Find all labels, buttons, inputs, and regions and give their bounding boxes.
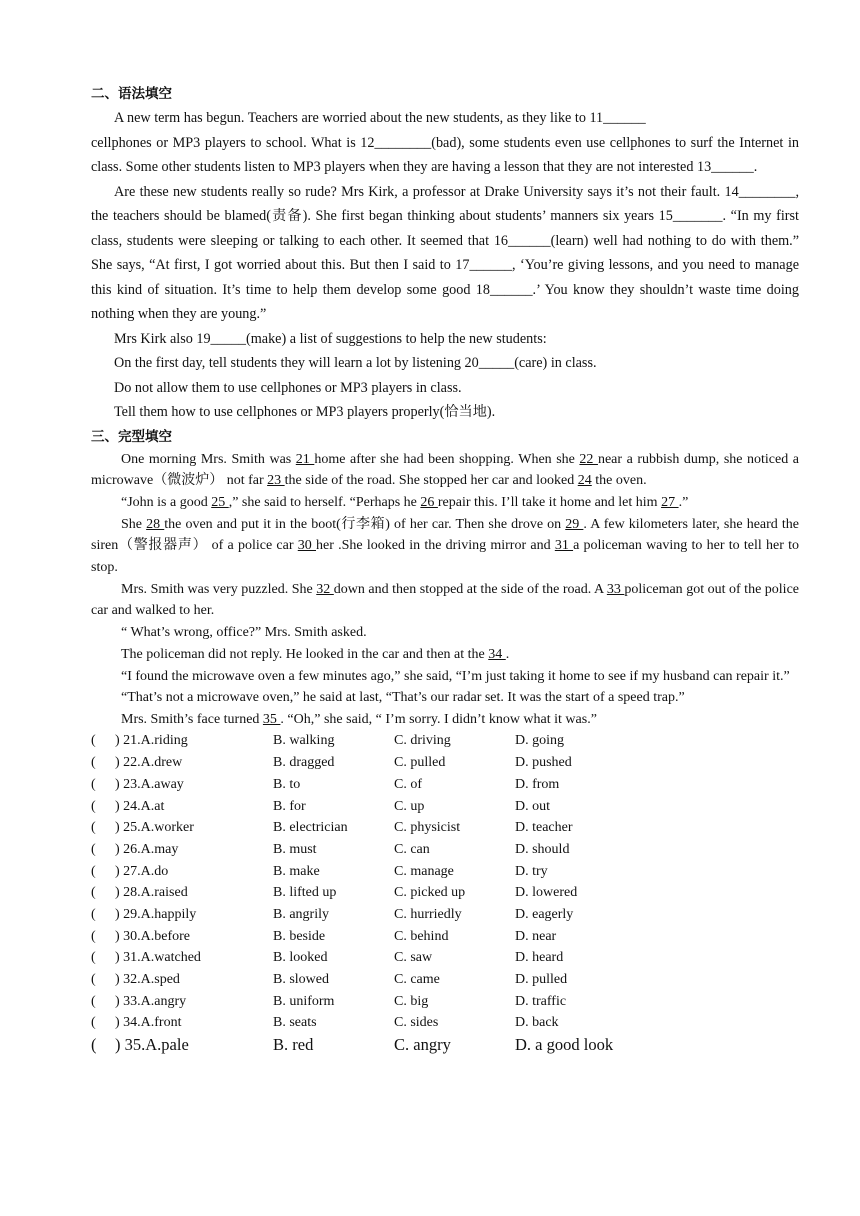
answer-paren[interactable]: ( xyxy=(91,863,96,879)
option-d: D. eagerly xyxy=(515,906,574,922)
blank-30: 30 xyxy=(297,538,316,554)
option-b: B. electrician xyxy=(273,820,348,836)
answer-slot xyxy=(91,904,273,926)
cloze-paragraph: “I found the microwave oven a few minutes ago,” she said, “I’m just taking it home to see if my husband can repair it.” xyxy=(121,668,790,684)
answer-slot xyxy=(91,839,273,861)
answer-paren[interactable]: ( xyxy=(91,776,96,792)
answer-slot xyxy=(91,882,273,904)
cloze-text: One morning Mrs. Smith was xyxy=(121,451,296,467)
option-row xyxy=(91,882,675,904)
option-a: ) 25.A.worker xyxy=(115,820,194,836)
cloze-text: down and then stopped at the side of the road. A xyxy=(333,581,607,597)
answer-slot xyxy=(91,731,273,753)
option-d: D. pushed xyxy=(515,755,572,771)
cloze-text: policeman got out of the police car and walked to her. xyxy=(91,581,799,619)
option-c: C. manage xyxy=(394,863,454,879)
option-row xyxy=(91,948,675,970)
blank-32: 32 xyxy=(316,581,334,597)
cloze-text: home after she had been shopping. When she xyxy=(314,451,580,467)
cloze-text: near a rubbish dump, she noticed a microwave（微波炉） not far xyxy=(91,451,799,489)
option-c: C. physicist xyxy=(394,820,461,836)
option-row xyxy=(91,774,675,796)
blank-21: 21 xyxy=(295,451,315,467)
blank-23: 23 xyxy=(267,473,285,489)
answer-slot xyxy=(91,752,273,774)
option-a: ) 27.A.do xyxy=(115,863,169,879)
grammar-paragraph: Do not allow them to use cellphones or MP3 players in class. xyxy=(114,379,462,396)
cloze-paragraph: “That’s not a microwave oven,” he said at last, “That’s our radar set. It was the start of a speed trap.” xyxy=(121,690,685,706)
option-c: C. up xyxy=(394,798,425,814)
option-a: ) 30.A.before xyxy=(115,928,191,944)
blank-33: 33 xyxy=(606,581,625,597)
option-a: ) 23.A.away xyxy=(115,776,184,792)
answer-paren[interactable]: ( xyxy=(91,820,96,836)
option-d: D. from xyxy=(515,776,560,792)
option-row xyxy=(91,752,675,774)
option-b: B. red xyxy=(273,1035,314,1055)
option-c: C. picked up xyxy=(394,885,466,901)
blank-29: 29 xyxy=(565,516,584,532)
cloze-heading: 三、完型填空 xyxy=(91,428,172,445)
option-row xyxy=(91,1013,675,1035)
blank-35: 35 xyxy=(262,711,281,727)
cloze-text: “John is a good xyxy=(121,494,212,510)
blank-24: 24 xyxy=(577,473,592,489)
option-b: B. dragged xyxy=(273,755,335,771)
option-a: ) 26.A.may xyxy=(115,841,179,857)
option-row xyxy=(91,926,675,948)
option-b: B. make xyxy=(273,863,320,879)
option-a: ) 34.A.front xyxy=(115,1015,182,1031)
option-d: D. pulled xyxy=(515,972,568,988)
answer-paren[interactable]: ( xyxy=(91,993,96,1009)
grammar-paragraph: Are these new students really so rude? Mrs Kirk, a professor at Drake University says it’s not their fault. 14________, the teachers should be blamed(责备). She first began thinking about students’ manners six years 15_______. “In my first class, students were sleeping or talking to each other. It seemed that 16______(learn) well had nothing to do with them.” She says, “At first, I got worried about this. But then I said to 17______, ‘You’re giving lessons, and you need to manage this kind of situation. It’s time to help them develop some good 18______.’ You know they shouldn’t waste time doing nothing when they are young.” xyxy=(91,183,799,322)
option-a: ) 32.A.sped xyxy=(115,972,180,988)
cloze-text: a policeman waving to her to tell her to stop. xyxy=(91,538,800,576)
answer-paren[interactable]: ( xyxy=(91,798,96,814)
option-c: C. hurriedly xyxy=(394,906,462,922)
cloze-paragraph xyxy=(91,449,799,492)
blank-28: 28 xyxy=(146,516,165,532)
blank-25: 25 xyxy=(211,494,229,510)
option-d: D. heard xyxy=(515,950,564,966)
cloze-text: the side of the road. She stopped her car and looked xyxy=(284,473,578,489)
option-a: ) 21.A.riding xyxy=(115,733,188,749)
cloze-paragraph xyxy=(91,709,799,731)
blank-26: 26 xyxy=(420,494,438,510)
blank-34: 34 xyxy=(488,646,506,662)
option-a: ) 22.A.drew xyxy=(115,755,183,771)
option-b: B. uniform xyxy=(273,993,335,1009)
option-a: ) 35.A.pale xyxy=(115,1035,189,1055)
answer-paren[interactable]: ( xyxy=(91,755,96,771)
answer-paren[interactable]: ( xyxy=(91,841,96,857)
answer-paren[interactable]: ( xyxy=(91,885,96,901)
option-row xyxy=(91,861,675,883)
cloze-text: . xyxy=(505,646,510,662)
cloze-text: Mrs. Smith was very puzzled. She xyxy=(121,581,317,597)
option-a: ) 31.A.watched xyxy=(115,950,201,966)
option-b: B. beside xyxy=(273,928,326,944)
cloze-text: the oven. xyxy=(591,473,647,489)
option-row xyxy=(91,731,675,753)
cloze-text: Mrs. Smith’s face turned xyxy=(121,711,263,727)
options-table xyxy=(91,731,675,1057)
grammar-paragraph: cellphones or MP3 players to school. What is 12________(bad), some students even use cellphones to surf the Internet in class. Some other students listen to MP3 players when they are having a lesson that they are not interested 13______. xyxy=(91,134,799,175)
cloze-paragraph xyxy=(91,514,799,579)
option-c: C. angry xyxy=(394,1035,451,1055)
option-d: D. going xyxy=(515,733,564,749)
answer-paren[interactable]: ( xyxy=(91,928,96,944)
worksheet-page xyxy=(91,82,799,1056)
cloze-paragraph xyxy=(91,579,799,622)
cloze-text: .” xyxy=(678,494,689,510)
option-d: D. a good look xyxy=(515,1035,614,1055)
cloze-paragraph xyxy=(91,644,799,666)
answer-slot xyxy=(91,861,273,883)
answer-paren[interactable]: ( xyxy=(91,1035,97,1055)
cloze-text: ,” she said to herself. “Perhaps he xyxy=(228,494,421,510)
option-c: C. behind xyxy=(394,928,449,944)
answer-slot xyxy=(91,926,273,948)
option-c: C. can xyxy=(394,841,430,857)
cloze-text: repair this. I’ll take it home and let him xyxy=(437,494,662,510)
blank-31: 31 xyxy=(554,538,574,554)
option-a: ) 24.A.at xyxy=(115,798,165,814)
option-d: D. lowered xyxy=(515,885,578,901)
grammar-paragraph: On the first day, tell students they will learn a lot by listening 20_____(care) in class. xyxy=(114,355,597,371)
option-row xyxy=(91,969,675,991)
option-b: B. walking xyxy=(273,733,335,749)
answer-paren[interactable]: ( xyxy=(91,733,96,749)
option-d: D. should xyxy=(515,841,570,857)
cloze-text: the oven and put it in the boot(行李箱) of her car. Then she drove on xyxy=(164,516,566,532)
answer-slot xyxy=(91,774,273,796)
option-b: B. must xyxy=(273,841,317,857)
answer-paren[interactable]: ( xyxy=(91,972,96,988)
blank-27: 27 xyxy=(661,494,679,510)
answer-slot xyxy=(91,796,273,818)
option-row xyxy=(91,839,675,861)
option-c: C. driving xyxy=(394,733,451,749)
option-row xyxy=(91,1034,675,1056)
option-row xyxy=(91,796,675,818)
answer-paren[interactable]: ( xyxy=(91,1015,96,1031)
cloze-text: . “Oh,” she said, “ I’m sorry. I didn’t know what it was.” xyxy=(280,711,597,727)
answer-slot xyxy=(91,1013,273,1035)
answer-slot xyxy=(91,969,273,991)
option-d: D. try xyxy=(515,863,548,879)
answer-slot xyxy=(91,817,273,839)
grammar-paragraph: A new term has begun. Teachers are worried about the new students, as they like to 11______ xyxy=(114,110,646,126)
option-c: C. came xyxy=(394,972,440,988)
option-d: D. out xyxy=(515,798,550,814)
option-c: C. big xyxy=(394,993,429,1009)
answer-slot xyxy=(91,991,273,1013)
option-row xyxy=(91,991,675,1013)
option-c: C. of xyxy=(394,776,422,792)
cloze-text: She xyxy=(121,516,147,532)
option-a: ) 29.A.happily xyxy=(115,906,197,922)
option-d: D. back xyxy=(515,1015,559,1031)
cloze-passage xyxy=(91,449,799,731)
option-b: B. seats xyxy=(273,1015,317,1031)
option-c: C. saw xyxy=(394,950,433,966)
option-row xyxy=(91,904,675,926)
option-b: B. looked xyxy=(273,950,328,966)
option-a: ) 33.A.angry xyxy=(115,993,187,1009)
cloze-text: . A few kilometers later, she heard the siren（警报器声） of a police car xyxy=(91,516,800,554)
grammar-passage xyxy=(91,106,799,425)
option-d: D. near xyxy=(515,928,557,944)
option-b: B. slowed xyxy=(273,972,329,988)
grammar-paragraph: Mrs Kirk also 19_____(make) a list of suggestions to help the new students: xyxy=(114,330,547,347)
answer-slot xyxy=(91,948,273,970)
option-d: D. teacher xyxy=(515,820,573,836)
cloze-text: her .She looked in the driving mirror and xyxy=(316,538,555,554)
grammar-paragraph: Tell them how to use cellphones or MP3 players properly(恰当地). xyxy=(114,404,496,420)
option-c: C. sides xyxy=(394,1015,439,1031)
option-d: D. traffic xyxy=(515,993,567,1009)
answer-slot xyxy=(91,1034,273,1056)
answer-paren[interactable]: ( xyxy=(91,906,96,922)
cloze-paragraph xyxy=(91,492,799,514)
blank-22: 22 xyxy=(579,451,598,467)
option-b: B. for xyxy=(273,798,306,814)
cloze-text: The policeman did not reply. He looked in the car and then at the xyxy=(121,646,489,662)
answer-paren[interactable]: ( xyxy=(91,950,96,966)
option-c: C. pulled xyxy=(394,755,446,771)
option-row xyxy=(91,817,675,839)
option-a: ) 28.A.raised xyxy=(115,885,188,901)
grammar-heading: 二、语法填空 xyxy=(91,86,172,102)
option-b: B. angrily xyxy=(273,906,329,922)
option-b: B. to xyxy=(273,776,301,792)
option-b: B. lifted up xyxy=(273,885,337,901)
cloze-paragraph: “ What’s wrong, office?” Mrs. Smith asked. xyxy=(121,625,367,641)
